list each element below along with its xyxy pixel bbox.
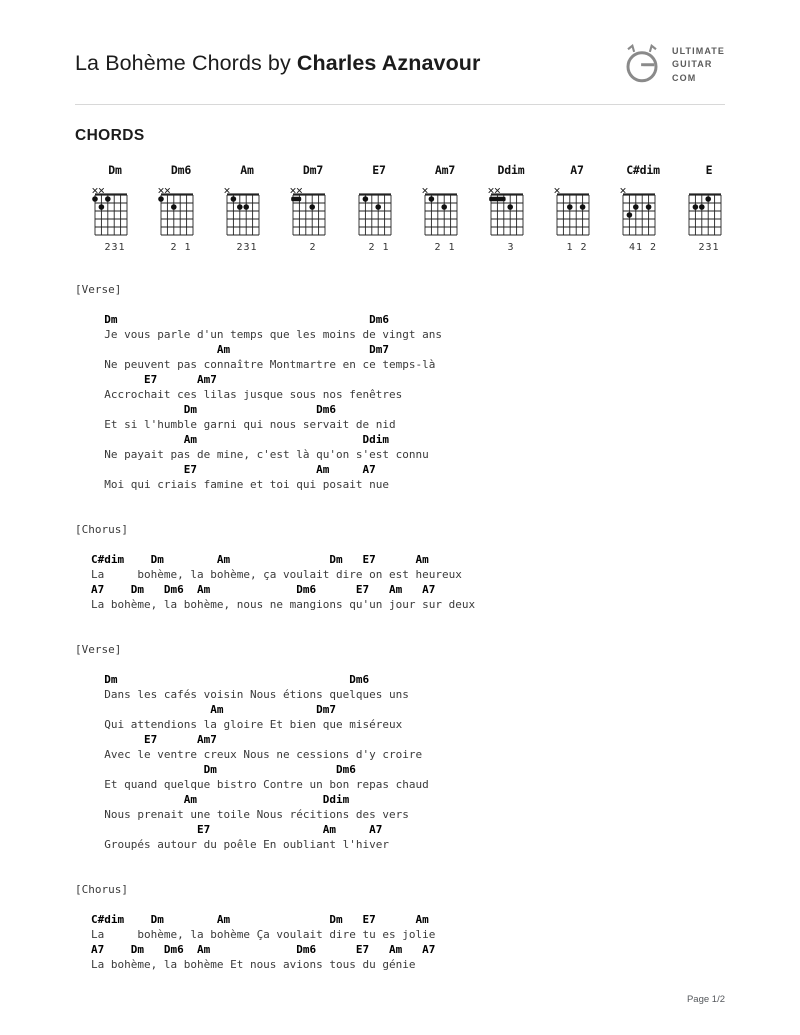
lyric-line: Groupés autour du poêle En oubliant l'hiver [91,838,390,851]
chord-name: Am7 [434,163,456,177]
chord-finger-numbers: 231 [698,242,720,253]
lyric-lines [75,672,725,852]
lyric-line: La bohème, la bohème, ça voulait dire on est heureux [91,568,462,581]
lyric-line: La bohème, la bohème Ça voulait dire tu es jolie [91,928,436,941]
lyric-line: Je vous parle d'un temps que les moins de vingt ans [91,328,442,341]
fretboard-icon [551,182,603,240]
lyric-lines [75,912,725,972]
lyric-line: Moi qui criais famine et toi qui posait nue [91,478,390,491]
lyric-line: La bohème, la bohème, nous ne mangions qu'un jour sur deux [91,598,476,611]
fretboard-icon [683,182,735,240]
section-label: [Chorus] [75,883,128,896]
chord-finger-numbers: 2 1 [434,242,456,253]
sheet-block [75,882,725,972]
chord-name: Dm6 [170,163,192,177]
header-divider [75,104,725,105]
fretboard-icon [221,182,273,240]
lyric-line: Dans les cafés voisin Nous étions quelques uns [91,688,409,701]
chord-diagram-am [214,163,280,254]
chord-name: C#dim [626,163,660,177]
lyric-line: Ne peuvent pas connaître Montmartre en ce temps-là [91,358,436,371]
fretboard-icon [419,182,471,240]
song-sheet [75,282,725,972]
chord-diagram-dm [82,163,148,254]
chord-line: Am Ddim [91,433,390,446]
chord-finger-numbers: 2 1 [368,242,390,253]
lyric-line: Accrochait ces lilas jusque sous nos fenêtres [91,388,403,401]
lyric-lines [75,552,725,612]
chord-line: Dm Dm6 [91,403,337,416]
chord-name: A7 [570,163,584,177]
ultimate-guitar-logo-icon [621,44,663,86]
section-label: [Verse] [75,643,122,656]
chord-diagram-e7 [346,163,412,254]
sheet-block [75,282,725,492]
chord-finger-numbers: 2 1 [170,242,192,253]
sheet-block [75,642,725,852]
brand-line-2: GUITAR [672,59,713,70]
fretboard-icon [617,182,669,240]
lyric-line: Et quand quelque bistro Contre un bon repas chaud [91,778,429,791]
lyric-line: Ne payait pas de mine, c'est là qu'on s'est connu [91,448,429,461]
page-number: Page 1/2 [686,994,725,1005]
chord-name: Ddim [497,163,525,177]
section-label: [Verse] [75,283,122,296]
chord-line: E7 Am7 [91,373,217,386]
chord-finger-numbers: 41 2 [628,242,658,253]
chord-diagram-dm7 [280,163,346,254]
brand-block [621,44,725,86]
chord-diagram-a7 [544,163,610,254]
lyric-line: Avec le ventre creux Nous ne cessions d'y croire [91,748,423,761]
lyric-line: Et si l'humble garni qui nous servait de nid [91,418,396,431]
chord-finger-numbers: 2 [309,242,317,253]
chord-line: Dm Dm6 [91,313,390,326]
chord-line: A7 Dm Dm6 Am Dm6 E7 Am A7 [91,583,436,596]
fretboard-icon [155,182,207,240]
chord-diagram-list [75,163,725,254]
chord-line: E7 Am A7 [91,463,376,476]
block-spacer [75,492,725,522]
chord-diagram-dm6 [148,163,214,254]
chord-line: Am Dm7 [91,343,390,356]
chord-diagram-ddim [478,163,544,254]
document-header [75,0,725,86]
fretboard-icon [353,182,405,240]
fretboard-icon [287,182,339,240]
chord-line: Dm Dm6 [91,763,356,776]
page-title-prefix: La Bohème Chords by [75,51,297,75]
chord-line: E7 Am A7 [91,823,383,836]
lyric-line: Qui attendions la gloire Et bien que miséreux [91,718,403,731]
fretboard-icon [89,182,141,240]
section-label: [Chorus] [75,523,128,536]
chord-name: Dm [108,163,122,177]
page-title-artist: Charles Aznavour [296,51,481,75]
page-title [75,44,481,77]
chord-name: E [705,163,713,177]
lyric-line: La bohème, la bohème Et nous avions tous du génie [91,958,416,971]
chord-finger-numbers: 231 [104,242,126,253]
chord-line: C#dim Dm Am Dm E7 Am [91,913,429,926]
lyric-line: Nous prenait une toile Nous récitions des vers [91,808,409,821]
chord-line: E7 Am7 [91,733,217,746]
chord-finger-numbers: 231 [236,242,258,253]
chords-section-title: CHORDS [75,127,145,144]
brand-text [672,45,725,84]
chord-name: Am [240,163,254,177]
chord-diagram-am7 [412,163,478,254]
chord-finger-numbers: 1 2 [566,242,588,253]
fretboard-icon [485,182,537,240]
chord-line: C#dim Dm Am Dm E7 Am [91,553,429,566]
lyric-lines [75,312,725,492]
chord-line: Dm Dm6 [91,673,370,686]
sheet-block [75,522,725,612]
brand-line-3: COM [672,72,697,83]
chord-line: Am Ddim [91,793,350,806]
chord-line: A7 Dm Dm6 Am Dm6 E7 Am A7 [91,943,436,956]
block-spacer [75,852,725,882]
chord-diagram-csharpdim [610,163,676,254]
chord-name: Dm7 [302,163,324,177]
chord-name: E7 [372,163,386,177]
chord-line: Am Dm7 [91,703,337,716]
chord-finger-numbers: 3 [507,242,515,253]
block-spacer [75,612,725,642]
brand-line-1: ULTIMATE [672,46,725,57]
chord-diagram-e [676,163,742,254]
